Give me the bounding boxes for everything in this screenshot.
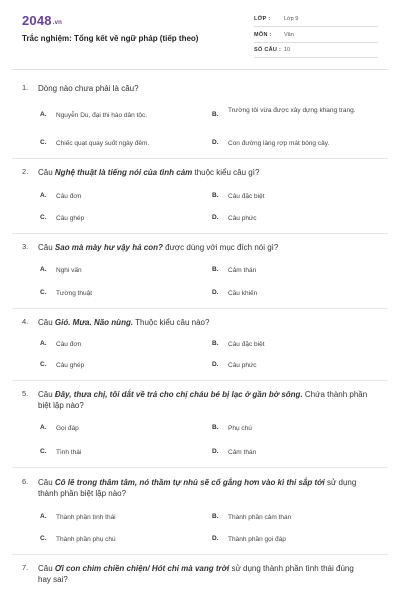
meta-count-label: SỐ CÂU : <box>254 47 282 53</box>
option-letter: D. <box>212 535 219 542</box>
question-text-part: sử dụng thành phần tình thái đúng hay sai? <box>38 564 354 584</box>
question-number: 6. <box>22 477 29 486</box>
option-letter: C. <box>40 214 47 221</box>
question-number: 5. <box>22 389 29 398</box>
question-divider <box>12 380 388 381</box>
question-text <box>38 83 368 94</box>
question-text-part: được dùng với mục đích nói gì? <box>162 243 279 252</box>
meta-class <box>254 14 378 27</box>
question-text-part: Câu <box>38 168 55 177</box>
option-text: Câu đặc biệt <box>228 193 265 200</box>
question-text-part: Câu <box>38 318 55 327</box>
meta-subject <box>254 30 378 43</box>
question-divider <box>12 467 388 468</box>
question-text-part: Chứa thành phần biệt lập nào? <box>38 390 368 410</box>
question-text-part: Thuộc kiểu câu nào? <box>133 318 210 327</box>
question-text <box>38 317 368 328</box>
question-text-part: Câu <box>38 243 55 252</box>
question-text-part: Dòng nào chưa phải là câu? <box>38 84 139 93</box>
question-number: 7. <box>22 563 29 572</box>
meta-count <box>254 45 378 58</box>
option-text: Nguyễn Du, đại thi hào dân tộc. <box>56 112 148 119</box>
question-number: 1. <box>22 83 29 92</box>
page-header <box>0 0 400 70</box>
question-divider <box>12 308 388 309</box>
option-text: Gọi đáp <box>56 425 79 432</box>
logo-suffix: .vn <box>52 20 63 26</box>
option-letter: B. <box>212 192 219 199</box>
question-divider <box>12 554 388 555</box>
option-text: Phụ chú <box>228 425 252 432</box>
question-quote: Sao mà mày hư vậy hả con? <box>54 243 163 252</box>
question-text-part: Câu <box>38 478 55 487</box>
option-letter: C. <box>40 289 47 296</box>
option-letter: D. <box>212 139 219 146</box>
option-text: Câu phức <box>228 362 257 369</box>
option-text: Câu đơn <box>56 193 82 200</box>
option-letter: D. <box>212 361 219 368</box>
meta-class-label: LỚP : <box>254 16 271 22</box>
option-letter: A. <box>40 192 47 199</box>
option-letter: B. <box>212 111 219 118</box>
question-text <box>38 242 368 253</box>
option-letter: B. <box>212 513 219 520</box>
option-text: Nghi vấn <box>56 267 82 274</box>
option-letter: B. <box>212 266 219 273</box>
option-text: Thành phần gọi đáp <box>228 536 286 543</box>
header-divider <box>12 69 388 70</box>
option-text: Câu ghép <box>56 215 85 222</box>
option-text: Câu đặc biệt <box>228 341 265 348</box>
question-quote: Cô lẽ trong thâm tâm, nó thầm tự nhủ sẽ cố gắng hơn vào kì thi sắp tới <box>54 478 325 487</box>
question-divider <box>12 158 388 159</box>
option-text: Câu đơn <box>56 341 82 348</box>
question-text-part: Câu <box>38 564 55 573</box>
option-text: Cảm thán <box>228 449 257 456</box>
option-letter: C. <box>40 361 47 368</box>
option-letter: B. <box>212 340 219 347</box>
document-title: Trắc nghiệm: Tổng kết về ngữ pháp (tiếp theo) <box>22 34 199 43</box>
question-text <box>38 477 368 499</box>
question-text <box>38 389 368 411</box>
option-text: Tường thuật <box>56 290 93 297</box>
option-letter: C. <box>40 535 47 542</box>
meta-count-value: 10 <box>284 47 291 53</box>
site-logo[interactable] <box>22 13 62 28</box>
option-letter: A. <box>40 111 47 118</box>
option-letter: B. <box>212 424 219 431</box>
option-letter: C. <box>40 139 47 146</box>
question-quote: Ơi con chim chiền chiện/ Hót chi mà vang trời <box>54 564 230 573</box>
option-text: Thành phần tình thái <box>56 514 116 521</box>
question-text-part: Câu <box>38 390 55 399</box>
question-quote: Đây, thưa chị, tôi dắt về trả cho chị cháu bé bị lạc ở gần bờ sông. <box>54 390 303 399</box>
option-text: Chiếc quạt quay suốt ngày đêm. <box>56 140 150 147</box>
option-letter: A. <box>40 513 47 520</box>
question-text <box>38 167 368 178</box>
meta-class-value: Lớp 9 <box>284 16 299 22</box>
option-letter: A. <box>40 340 47 347</box>
option-text: Thành phần cảm thán <box>228 514 292 521</box>
option-letter: A. <box>40 266 47 273</box>
option-text: Con đường làng rợp mát bóng cây. <box>228 140 330 147</box>
option-letter: D. <box>212 289 219 296</box>
option-text: Cầu khiến <box>228 290 258 297</box>
option-letter: A. <box>40 424 47 431</box>
question-number: 3. <box>22 242 29 251</box>
option-letter: C. <box>40 448 47 455</box>
option-text: Thành phần phụ chú <box>56 536 116 543</box>
option-text: Câu ghép <box>56 362 85 369</box>
meta-subject-label: MÔN : <box>254 32 272 38</box>
question-text-part: sử dụng thành phần biệt lập nào? <box>38 478 357 498</box>
option-text: Cảm thán <box>228 267 257 274</box>
question-quote: Gió. Mưa. Não nùng. <box>54 318 134 327</box>
question-text <box>38 563 368 585</box>
question-quote: Nghệ thuật là tiếng nói của tình cảm <box>54 168 193 177</box>
option-letter: D. <box>212 214 219 221</box>
option-letter: D. <box>212 448 219 455</box>
question-text-part: thuộc kiểu câu gì? <box>192 168 260 177</box>
meta-subject-value: Văn <box>284 32 294 38</box>
logo-text: 2048 <box>22 13 52 28</box>
question-number: 4. <box>22 317 29 326</box>
option-text: Tình thái <box>56 449 82 456</box>
question-divider <box>12 233 388 234</box>
question-number: 2. <box>22 167 29 176</box>
option-text: Trường tôi vừa được xây dựng khang trang. <box>228 107 356 114</box>
option-text: Câu phức <box>228 215 257 222</box>
